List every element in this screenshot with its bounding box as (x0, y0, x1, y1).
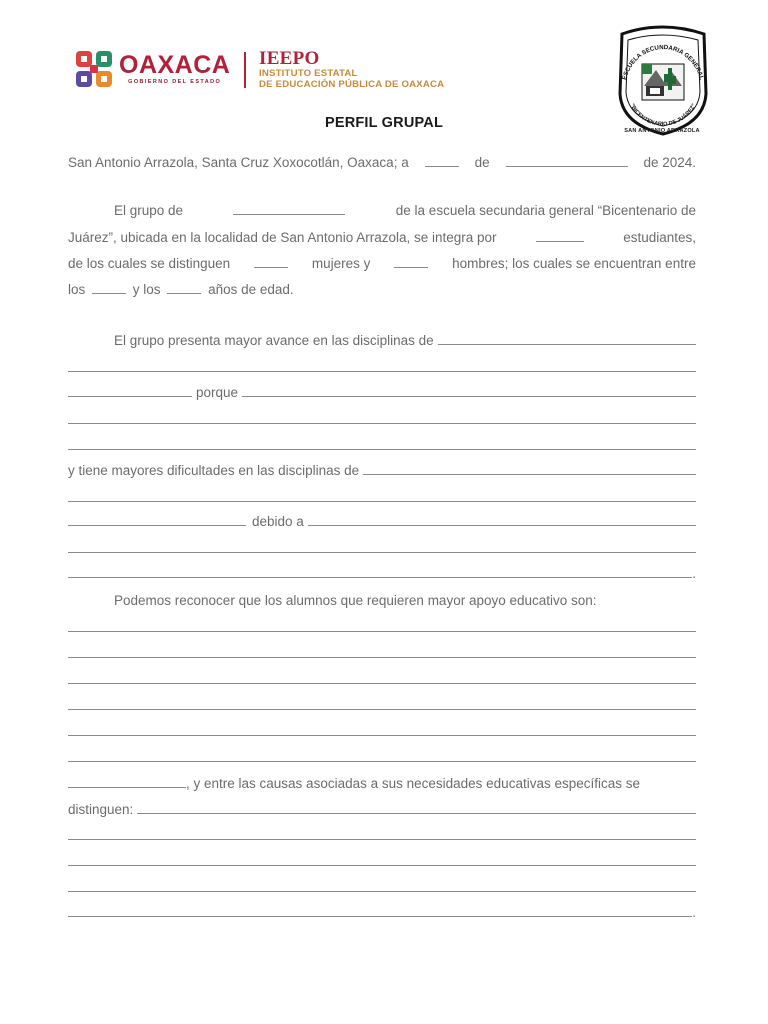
para3-last-line (68, 566, 696, 582)
text: El grupo de (114, 203, 184, 218)
women-count-field[interactable] (254, 257, 288, 268)
answer-line[interactable] (68, 657, 696, 658)
seal-top-text: ESCUELA SECUNDARIA GENERAL (621, 44, 705, 81)
text: de los cuales se distinguen (68, 256, 231, 271)
answer-line[interactable] (68, 735, 696, 736)
text: . (692, 566, 696, 581)
text: porque (196, 385, 239, 400)
para5-last-line (68, 905, 696, 921)
day-field[interactable] (425, 156, 459, 167)
para1-line3 (68, 256, 696, 272)
answer-line[interactable] (68, 761, 696, 762)
answer-line[interactable] (68, 449, 696, 450)
answer-line[interactable] (68, 865, 696, 866)
ieepo-logo-line1: INSTITUTO ESTATAL (259, 68, 358, 79)
month-field[interactable] (506, 156, 628, 167)
ieepo-logo-line2: DE EDUCACIÓN PÚBLICA DE OAXACA (259, 79, 445, 90)
para3-line3 (68, 514, 696, 530)
text: hombres; los cuales se encuentran entre (452, 256, 696, 271)
oaxaca-emblem-icon (74, 49, 114, 89)
para5-line2 (68, 802, 696, 818)
causes-cont-field[interactable] (68, 906, 692, 917)
age-min-field[interactable] (92, 283, 126, 294)
ieepo-logo (259, 50, 459, 90)
advance-reason-field[interactable] (242, 386, 696, 397)
text: mujeres y (311, 256, 371, 271)
oaxaca-logo (74, 46, 234, 92)
logo-divider (244, 52, 246, 88)
answer-line[interactable] (68, 631, 696, 632)
text: y tiene mayores dificultades en las disciplinas de (68, 463, 360, 478)
para1-line1 (68, 203, 696, 219)
para2-line3 (68, 385, 696, 401)
answer-line[interactable] (68, 371, 696, 372)
text: . (692, 905, 696, 920)
students-support-cont-field[interactable] (68, 777, 186, 788)
text: debido a (252, 514, 304, 529)
answer-line[interactable] (68, 423, 696, 424)
para4-line1 (68, 593, 696, 609)
students-count-field[interactable] (536, 231, 584, 242)
advance-disciplines-field[interactable] (438, 334, 696, 345)
advance-disciplines-cont-field[interactable] (68, 386, 192, 397)
answer-line[interactable] (68, 891, 696, 892)
date-line (68, 155, 696, 171)
text: años de edad. (208, 282, 294, 297)
text: distinguen: (68, 802, 134, 817)
oaxaca-logo-name: OAXACA (119, 51, 231, 79)
causes-field[interactable] (137, 803, 696, 814)
text: , y entre las causas asociadas a sus necesidades educativas específicas se (186, 776, 641, 791)
text: Podemos reconocer que los alumnos que requieren mayor apoyo educativo son: (114, 593, 597, 608)
date-of-label: de (474, 155, 490, 170)
answer-line[interactable] (68, 683, 696, 684)
ieepo-logo-name: IEEPO (259, 48, 320, 69)
text: de la escuela secundaria general “Bicentenario de (395, 203, 696, 218)
text: Juárez”, ubicada en la localidad de San Antonio Arrazola, se integra por (68, 230, 497, 245)
answer-line[interactable] (68, 709, 696, 710)
date-suffix: de 2024. (643, 155, 696, 170)
date-prefix: San Antonio Arrazola, Santa Cruz Xoxocotlán, Oaxaca; a (68, 155, 409, 170)
answer-line[interactable] (68, 839, 696, 840)
difficulty-reason-cont-field[interactable] (68, 567, 692, 578)
age-max-field[interactable] (167, 283, 201, 294)
group-field[interactable] (233, 204, 345, 215)
page-title: PERFIL GRUPAL (324, 115, 444, 131)
text: y los (132, 282, 161, 297)
para1-line2 (68, 230, 696, 246)
difficulty-disciplines-field[interactable] (363, 464, 696, 475)
text: El grupo presenta mayor avance en las disciplinas de (114, 333, 434, 348)
difficulty-disciplines-cont-field[interactable] (68, 515, 246, 526)
oaxaca-logo-subtitle: GOBIERNO DEL ESTADO (128, 79, 222, 85)
answer-line[interactable] (68, 501, 696, 502)
men-count-field[interactable] (394, 257, 428, 268)
seal-caption: SAN ANTONIO ARRAZOLA (624, 128, 700, 134)
difficulty-reason-field[interactable] (308, 515, 696, 526)
answer-line[interactable] (68, 552, 696, 553)
text: los (68, 282, 86, 297)
para1-line4 (68, 282, 696, 298)
text: estudiantes, (623, 230, 696, 245)
para3-line1 (68, 463, 696, 479)
para5-line1 (68, 776, 696, 792)
seal-bottom-text: "BICENTENARIO DE JUÁREZ" (628, 102, 698, 128)
para2-line1 (68, 333, 696, 349)
